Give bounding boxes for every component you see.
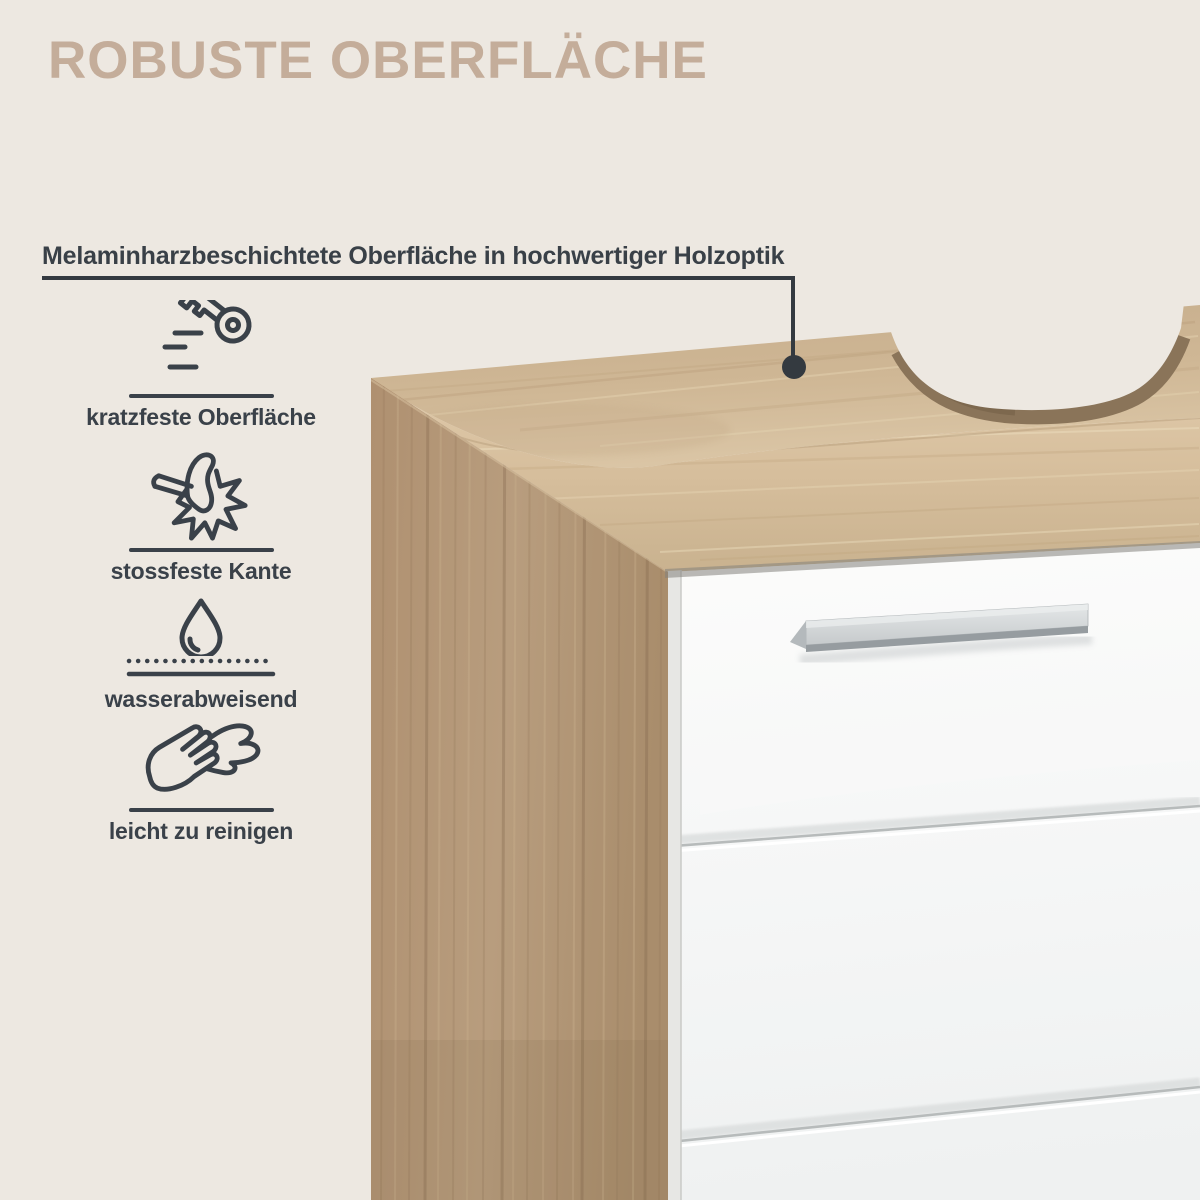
feature-underline — [129, 808, 274, 812]
callout-line-vertical — [791, 276, 795, 361]
feature-scratch-resistant — [78, 300, 324, 431]
hammer-impact-icon — [149, 446, 253, 542]
feature-label: leicht zu reinigen — [108, 818, 294, 844]
feature-impact-resistant — [78, 446, 324, 585]
speeding-key-icon — [138, 300, 264, 388]
feature-label: wasserabweisend — [104, 686, 298, 712]
feature-underline — [129, 548, 274, 552]
callout-line-horizontal — [42, 276, 795, 280]
wiping-hand-icon — [138, 716, 264, 802]
feature-easy-clean — [78, 716, 324, 845]
water-surface-lines — [121, 656, 281, 680]
page-title: ROBUSTE OBERFLÄCHE — [48, 31, 708, 90]
callout-label: Melaminharzbeschichtete Oberfläche in hochwertiger Holzoptik — [42, 242, 785, 270]
feature-underline — [129, 394, 274, 398]
feature-water-repellent — [78, 598, 324, 713]
feature-label: kratzfeste Oberfläche — [86, 404, 316, 430]
carcass-edge — [668, 570, 681, 1200]
callout-dot — [782, 355, 806, 379]
water-drop-icon — [169, 598, 233, 656]
feature-label: stossfeste Kante — [110, 558, 292, 584]
